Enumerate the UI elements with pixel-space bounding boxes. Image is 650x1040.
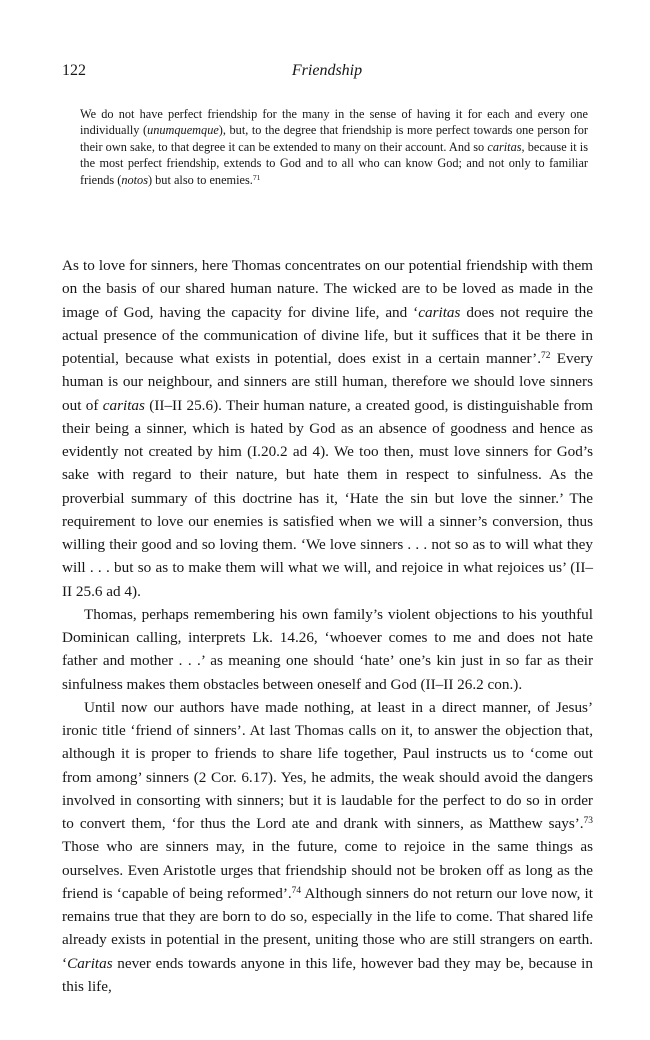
italic-text: caritas [102,396,145,414]
text-run: because it is the most perfect friendship, extends to God and to all who can know God; and not only to familiar friends ( [80,139,589,187]
running-title: Friendship [291,62,363,79]
paragraph [62,696,593,998]
text-run: never ends towards anyone in this life, however bad they may be, because in this life, [62,954,593,995]
italic-text: Caritas [67,954,113,972]
page-number: 122 [62,62,86,79]
italic-text: notos [121,172,148,187]
text-run: Every human is our neighbour, and sinners are still human, therefore we should love sinners out of [62,350,593,414]
italic-text: unumquemque [147,123,219,138]
text-run: Thomas, perhaps remembering his own family’s violent objections to his youthful Dominican calling, interprets Lk. 14.26, ‘whoever comes to me and does not hate father and mother . . .’ as meaning one should ‘hate’ one’s kin just in so far as their sinfulness makes them obstacles between oneself and God (II–II 26.2 con.). [62,605,593,693]
footnote-marker: 73 [583,815,593,826]
text-run: We do not have perfect friendship for the many in the sense of having it for each and every one individually ( [80,107,588,138]
text-run: Although sinners do not return our love now, it remains true that they are born to do so, especially in the life to come. That shared life already exists in potential in the present, uniting those who are still strangers on earth. ‘ [62,884,593,972]
text-run: does not require the actual presence of the communication of divine life, but it suffices that it be there in potential, because what exists in potential, does exist in a certain manner’. [62,303,593,367]
text-run: (II–II 25.6). Their human nature, a created good, is distinguishable from their being a sinner, which is hated by God as an absence of goodness and hence as evidently not created by him (I.20.2 ad 4). We too then, must love sinners for God’s sake with regard to their nature, but hate them in respect to sinfulness. As the proverbial summary of this doctrine has it, ‘Hate the sin but love the sinner.’ The requirement to love our enemies is satisfied when we will a sinner’s conversion, thus willing their good and so loving them. ‘We love sinners . . . not so as to will what they will . . . but so as to make them will what we will, and rejoice in what rejoices us’ (II–II 25.6 ad 4). [62,396,593,600]
text-run: ), but, to the degree that friendship is more perfect towards one person for their own sake, to that degree it can be extended to many on their account. And so [80,123,588,154]
text-run: Until now our authors have made nothing, at least in a direct manner, of Jesus’ ironic title ‘friend of sinners’. At last Thomas calls on it, to answer the objection that, although it is proper to friends to share life together, Paul instructs us to ‘come out from among’ sinners (2 Cor. 6.17). Yes, he admits, the weak should avoid the dangers involved in consorting with sinners; but it is laudable for the perfect to do so in order to convert them, ‘for thus the Lord ate and drank with sinners, as Matthew says’. [62,698,593,832]
footnote-marker: 71 [252,172,261,182]
text-run: ) but also to enemies. [147,172,253,187]
block-quote [80,106,588,188]
italic-text: caritas, [487,139,525,154]
paragraph [62,603,593,696]
footnote-marker: 72 [540,350,551,361]
text-run: Those who are sinners may, in the future, come to rejoice in the same things as ourselves. Even Aristotle urges that friendship should not be broken off as long as the friend is ‘capable of being reformed’. [62,838,593,902]
page-header [62,62,592,86]
italic-text: caritas [418,303,461,321]
text-run: As to love for sinners, here Thomas concentrates on our potential friendship with them on the basis of our shared human nature. The wicked are to be loved as made in the image of God, having the capacity for divine life, and ‘ [62,257,593,321]
paragraph [62,254,593,603]
body-text [62,254,593,998]
footnote-marker: 74 [291,885,302,896]
